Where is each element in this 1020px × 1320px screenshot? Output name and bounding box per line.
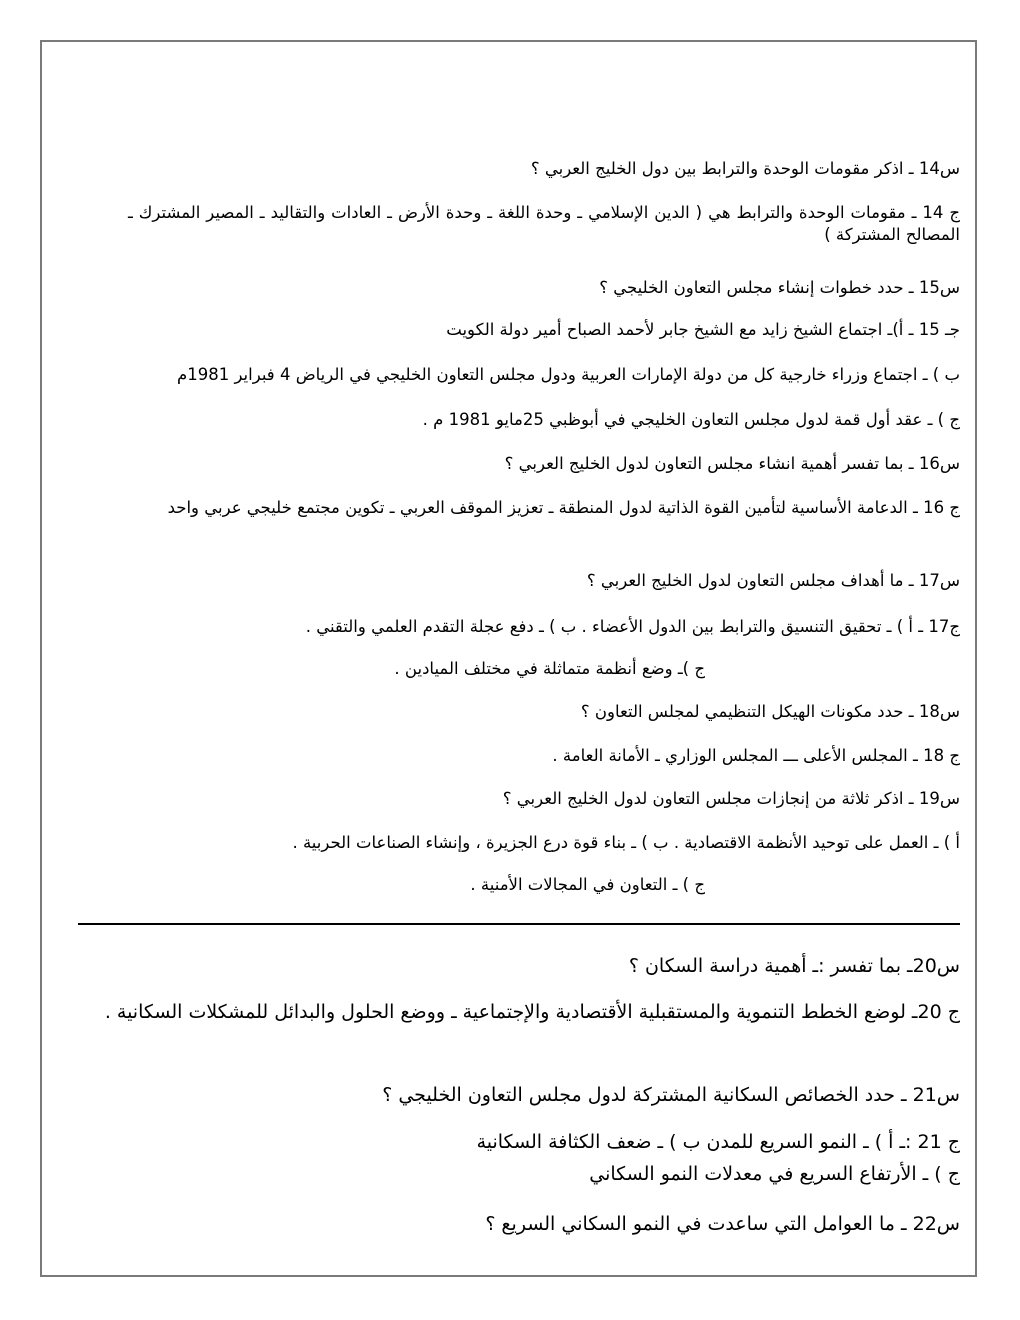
question-15: س15 ـ حدد خطوات إنشاء مجلس التعاون الخليجي ؟	[599, 278, 960, 297]
answer-18: ج 18 ـ المجلس الأعلى ـــ المجلس الوزاري ـ الأمانة العامة .	[552, 746, 960, 765]
answer-19-c: ج ) ـ التعاون في المجالات الأمنية .	[470, 875, 705, 894]
question-16: س16 ـ بما تفسر أهمية انشاء مجلس التعاون لدول الخليج العربي ؟	[504, 454, 960, 473]
question-14: س14 ـ اذكر مقومات الوحدة والترابط بين دول الخليج العربي ؟	[530, 159, 960, 178]
answer-14: ج 14 ـ مقومات الوحدة والترابط هي ( الدين الإسلامي ـ وحدة اللغة ـ وحدة الأرض ـ العادات والتقاليد ـ المصير المشترك ـ المصالح المشتركة )	[128, 203, 960, 244]
question-21: س21 ـ حدد الخصائص السكانية المشتركة لدول مجلس التعاون الخليجي ؟	[382, 1084, 960, 1106]
answer-17-c: ج )ـ وضع أنظمة متماثلة في مختلف الميادين .	[394, 659, 705, 678]
answer-17-ab: ج17 ـ أ ) ـ تحقيق التنسيق والترابط بين الدول الأعضاء . ب ) ـ دفع عجلة التقدم العلمي والتقني .	[305, 617, 960, 636]
answer-20: ج 20ـ لوضع الخطط التنموية والمستقبلية الأقتصادية والإجتماعية ـ ووضع الحلول والبدائل للمشكلات السكانية .	[104, 1001, 960, 1023]
question-18: س18 ـ حدد مكونات الهيكل التنظيمي لمجلس التعاون ؟	[580, 702, 960, 721]
answer-21-c: ج ) ـ الأرتفاع السريع في معدلات النمو السكاني	[589, 1163, 960, 1185]
question-20: س20ـ بما تفسر :ـ أهمية دراسة السكان ؟	[628, 955, 960, 977]
question-17: س17 ـ ما أهداف مجلس التعاون لدول الخليج العربي ؟	[586, 571, 960, 590]
answer-15-a: جـ 15 ـ أ)ـ اجتماع الشيخ زايد مع الشيخ جابر لأحمد الصباح أمير دولة الكويت	[446, 320, 960, 339]
answer-15-c: ج ) ـ عقد أول قمة لدول مجلس التعاون الخليجي في أبوظبي 25مايو 1981 م .	[422, 410, 960, 429]
answer-16: ج 16 ـ الدعامة الأساسية لتأمين القوة الذاتية لدول المنطقة ـ تعزيز الموقف العربي ـ تكوين مجتمع خليجي عربي واحد	[167, 498, 960, 517]
section-divider	[78, 923, 960, 925]
question-22: س22 ـ ما العوامل التي ساعدت في النمو السكاني السريع ؟	[485, 1213, 960, 1235]
answer-19-ab: أ ) ـ العمل على توحيد الأنظمة الاقتصادية . ب ) ـ بناء قوة درع الجزيرة ، وإنشاء الصناعات الحربية .	[292, 833, 960, 852]
answer-21-ab: ج 21 :ـ أ ) ـ النمو السريع للمدن ب ) ـ ضعف الكثافة السكانية	[476, 1131, 960, 1153]
answer-15-b: ب ) ـ اجتماع وزراء خارجية كل من دولة الإمارات العربية ودول مجلس التعاون الخليجي في الرياض 4 فبراير 1981م	[176, 365, 960, 384]
question-19: س19 ـ اذكر ثلاثة من إنجازات مجلس التعاون لدول الخليج العربي ؟	[502, 789, 960, 808]
